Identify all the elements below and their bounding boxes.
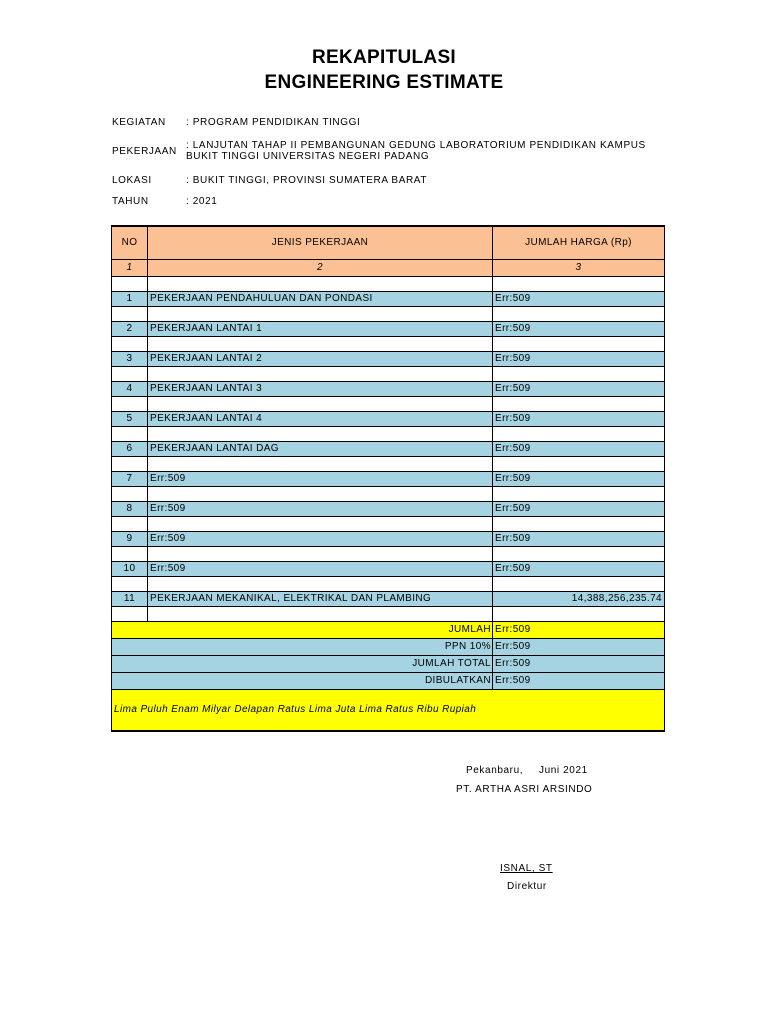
spacer-cell [493, 607, 665, 622]
row-jumlah-harga: Err:509 [493, 442, 665, 457]
table-row [112, 322, 665, 337]
spacer-cell [148, 547, 493, 562]
table-row [112, 352, 665, 367]
spacer-cell [112, 577, 148, 592]
spacer-cell [148, 337, 493, 352]
info-kegiatan-label: KEGIATAN [112, 117, 166, 128]
spacer-cell [112, 547, 148, 562]
info-tahun-label: TAHUN [112, 196, 149, 207]
spacer-cell [112, 427, 148, 442]
row-jumlah-harga: Err:509 [493, 502, 665, 517]
spacer-cell [493, 397, 665, 412]
spacer-row [112, 307, 665, 322]
spacer-cell [493, 577, 665, 592]
spacer-cell [112, 277, 148, 292]
row-jenis-pekerjaan: PEKERJAAN LANTAI 2 [148, 352, 493, 367]
spacer-row [112, 457, 665, 472]
spacer-cell [493, 337, 665, 352]
row-jumlah-harga: Err:509 [493, 562, 665, 577]
spacer-cell [148, 607, 493, 622]
table-row [112, 442, 665, 457]
spacer-row [112, 517, 665, 532]
info-kegiatan-value: : PROGRAM PENDIDIKAN TINGGI [186, 117, 361, 128]
spacer-cell [493, 457, 665, 472]
table-row [112, 412, 665, 427]
total-value: Err:509 [493, 656, 665, 673]
spacer-cell [112, 307, 148, 322]
row-number: 11 [112, 592, 148, 607]
row-number: 6 [112, 442, 148, 457]
total-row-jumlah [112, 622, 665, 639]
total-value: Err:509 [493, 673, 665, 690]
row-jenis-pekerjaan: PEKERJAAN PENDAHULUAN DAN PONDASI [148, 292, 493, 307]
info-tahun-value: : 2021 [186, 196, 218, 207]
total-value: Err:509 [493, 639, 665, 656]
row-jenis-pekerjaan: Err:509 [148, 502, 493, 517]
spacer-cell [148, 577, 493, 592]
table-row [112, 292, 665, 307]
spacer-cell [148, 517, 493, 532]
signature-date: Juni 2021 [539, 765, 588, 776]
row-number: 3 [112, 352, 148, 367]
row-jenis-pekerjaan: Err:509 [148, 472, 493, 487]
spacer-cell [148, 277, 493, 292]
spacer-cell [148, 307, 493, 322]
total-label: JUMLAH [112, 622, 493, 639]
doc-title-line1: REKAPITULASI [312, 47, 456, 68]
spacer-cell [112, 457, 148, 472]
row-jumlah-harga: Err:509 [493, 322, 665, 337]
row-number: 9 [112, 532, 148, 547]
terbilang-row [112, 690, 665, 732]
info-lokasi-value: : BUKIT TINGGI, PROVINSI SUMATERA BARAT [186, 175, 428, 186]
spacer-cell [112, 487, 148, 502]
table-header-row [112, 226, 665, 260]
column-index-1: 1 [112, 260, 148, 277]
spacer-cell [112, 367, 148, 382]
table-row [112, 562, 665, 577]
column-index-3: 3 [493, 260, 665, 277]
spacer-row [112, 397, 665, 412]
total-row-dibulatkan [112, 673, 665, 690]
row-jenis-pekerjaan: PEKERJAAN LANTAI 4 [148, 412, 493, 427]
row-jumlah-harga: Err:509 [493, 382, 665, 397]
signature-company: PT. ARTHA ASRI ARSINDO [456, 784, 593, 795]
column-index-row [112, 260, 665, 277]
table-row [112, 592, 665, 607]
signature-position: Direktur [507, 881, 547, 892]
row-jumlah-harga: 14,388,256,235.74 [493, 592, 665, 607]
spacer-row [112, 337, 665, 352]
spacer-cell [148, 457, 493, 472]
row-jenis-pekerjaan: PEKERJAAN LANTAI DAG [148, 442, 493, 457]
spacer-row [112, 487, 665, 502]
row-number: 8 [112, 502, 148, 517]
total-row-jumlah-total [112, 656, 665, 673]
row-jumlah-harga: Err:509 [493, 352, 665, 367]
spacer-cell [493, 487, 665, 502]
spacer-cell [148, 397, 493, 412]
spacer-cell [148, 367, 493, 382]
column-index-2: 2 [148, 260, 493, 277]
doc-title-line2: ENGINEERING ESTIMATE [264, 72, 504, 93]
rekap-table [111, 225, 665, 732]
spacer-cell [493, 547, 665, 562]
terbilang-text: Lima Puluh Enam Milyar Delapan Ratus Lima Juta Lima Ratus Ribu Rupiah [112, 690, 665, 732]
spacer-row [112, 367, 665, 382]
table-row [112, 532, 665, 547]
row-jumlah-harga: Err:509 [493, 412, 665, 427]
row-number: 7 [112, 472, 148, 487]
row-jenis-pekerjaan: Err:509 [148, 532, 493, 547]
spacer-cell [493, 307, 665, 322]
row-jenis-pekerjaan: PEKERJAAN LANTAI 3 [148, 382, 493, 397]
row-jenis-pekerjaan: PEKERJAAN LANTAI 1 [148, 322, 493, 337]
table-row [112, 472, 665, 487]
spacer-cell [112, 607, 148, 622]
header-jenis-pekerjaan: JENIS PEKERJAAN [148, 226, 493, 260]
spacer-cell [112, 517, 148, 532]
info-pekerjaan-value-line2: BUKIT TINGGI UNIVERSITAS NEGERI PADANG [186, 151, 430, 162]
row-number: 1 [112, 292, 148, 307]
spacer-cell [112, 337, 148, 352]
row-number: 10 [112, 562, 148, 577]
header-jumlah-harga: JUMLAH HARGA (Rp) [493, 226, 665, 260]
spacer-row [112, 277, 665, 292]
row-jumlah-harga: Err:509 [493, 532, 665, 547]
spacer-row [112, 607, 665, 622]
row-jumlah-harga: Err:509 [493, 292, 665, 307]
total-label: DIBULATKAN [112, 673, 493, 690]
info-pekerjaan-label: PEKERJAAN [112, 146, 177, 157]
total-label: PPN 10% [112, 639, 493, 656]
total-label: JUMLAH TOTAL [112, 656, 493, 673]
spacer-row [112, 547, 665, 562]
total-value: Err:509 [493, 622, 665, 639]
spacer-cell [493, 277, 665, 292]
row-jumlah-harga: Err:509 [493, 472, 665, 487]
spacer-row [112, 427, 665, 442]
row-number: 4 [112, 382, 148, 397]
row-jenis-pekerjaan: Err:509 [148, 562, 493, 577]
spacer-cell [493, 427, 665, 442]
spacer-row [112, 577, 665, 592]
spacer-cell [493, 517, 665, 532]
row-number: 2 [112, 322, 148, 337]
spacer-cell [148, 487, 493, 502]
total-row-ppn [112, 639, 665, 656]
signature-place: Pekanbaru, [466, 765, 524, 776]
info-lokasi-label: LOKASI [112, 175, 152, 186]
spacer-cell [148, 427, 493, 442]
signature-name: ISNAL, ST [500, 863, 553, 874]
table-row [112, 502, 665, 517]
row-jenis-pekerjaan: PEKERJAAN MEKANIKAL, ELEKTRIKAL DAN PLAMBING [148, 592, 493, 607]
spacer-cell [493, 367, 665, 382]
row-number: 5 [112, 412, 148, 427]
header-no: NO [112, 226, 148, 260]
spacer-cell [112, 397, 148, 412]
table-row [112, 382, 665, 397]
info-pekerjaan-value-line1: : LANJUTAN TAHAP II PEMBANGUNAN GEDUNG LABORATORIUM PENDIDIKAN KAMPUS [186, 140, 646, 151]
